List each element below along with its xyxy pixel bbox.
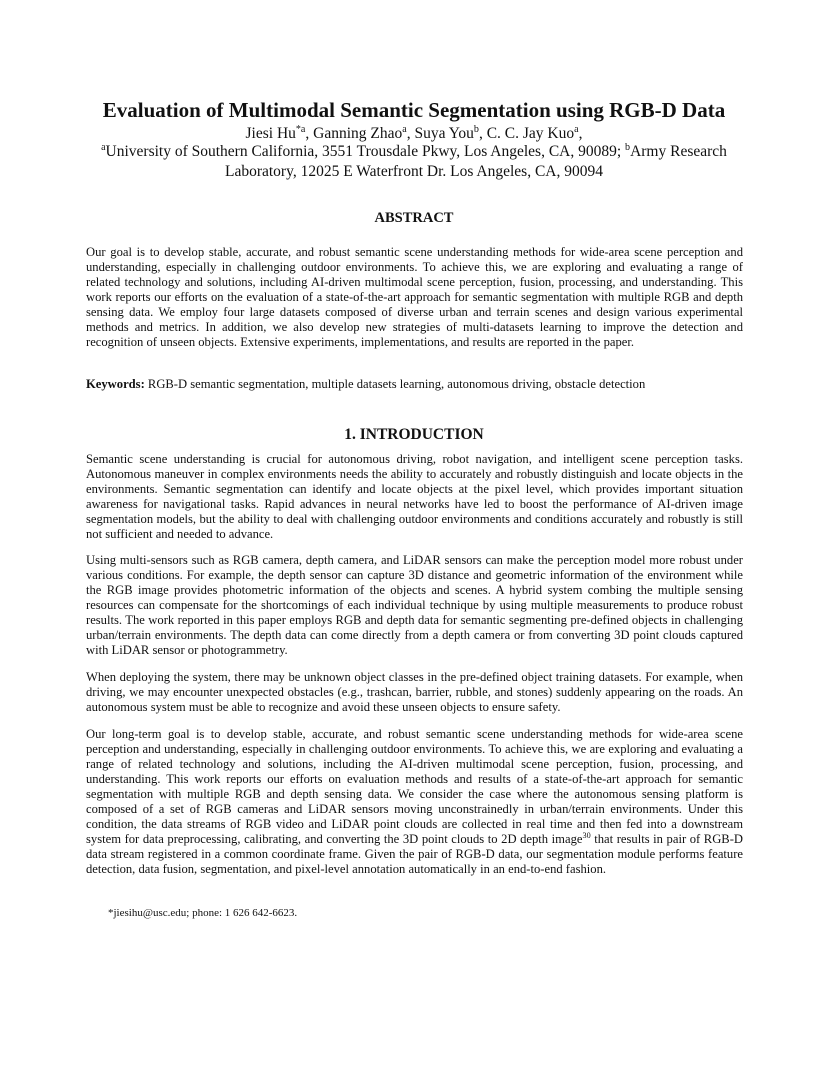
intro-paragraph-1: Semantic scene understanding is crucial for autonomous driving, robot navigation, and intelligent scene perception tasks. Autonomous maneuver in complex environments needs the ability to accurately and robustly distinguish and locate objects in the environments. Semantic segmentation can identify and locate objects at the pixel level, which provides important situation awareness for navigational tasks. Rapid advances in neural networks have led to boost the performance of AI-driven image segmentation models, but the ability to deal with challenging outdoor environments and conditions accurately and robustly is still not sufficient and needed to advance.	[86, 452, 743, 541]
author-name: , C. C. Jay Kuo	[478, 125, 575, 142]
intro-paragraph-4-part-b: that results in pair of RGB-D data stream registered in a common coordinate frame. Given the pair of RGB-D data, our segmentation module performs feature detection, data fusion, segmentation, and pixel-level annotation automatically in an end-to-end fashion.	[86, 832, 743, 876]
author-name: Jiesi Hu	[245, 125, 296, 142]
affiliation-marker: b	[473, 123, 479, 135]
author-list-tail: ,	[578, 125, 583, 142]
footnote: *jiesihu@usc.edu; phone: 1 626 642-6623.	[108, 907, 298, 919]
affiliation-marker: a	[402, 123, 407, 135]
affiliation-marker: b	[625, 141, 631, 153]
abstract-heading: ABSTRACT	[374, 210, 454, 226]
citation-marker: 30	[582, 830, 591, 840]
affiliation-marker: a	[574, 123, 579, 135]
author-name: , Ganning Zhao	[305, 125, 403, 142]
author-name: , Suya You	[406, 125, 474, 142]
keywords-text: RGB-D semantic segmentation, multiple datasets learning, autonomous driving, obstacle detection	[144, 377, 646, 391]
author-list	[0, 124, 828, 144]
keywords	[86, 377, 743, 392]
intro-paragraph-4	[86, 727, 743, 877]
affiliations	[100, 142, 728, 182]
intro-paragraph-3: When deploying the system, there may be unknown object classes in the pre-defined object training datasets. For example, when driving, we may encounter unexpected obstacles (e.g., trashcan, barrier, rubble, and stones) suddenly appearing on the roads. An autonomous system must be able to recognize and avoid these unseen objects to ensure safety.	[86, 670, 743, 714]
affiliation-a: University of Southern California, 3551 Trousdale Pkwy, Los Angeles, CA, 90089;	[105, 143, 626, 160]
affiliation-b: Army Research Laboratory, 12025 E Waterfront Dr. Los Angeles, CA, 90094	[224, 143, 727, 180]
intro-paragraph-2: Using multi-sensors such as RGB camera, depth camera, and LiDAR sensors can make the perception model more robust under various conditions. For example, the depth sensor can capture 3D distance and geometric information of the environment while the RGB image provides photometric information of the objects and scenes. A hybrid system combing the multiple sensing resources can compensate for the shortcomings of each individual technique by using multiple measurements to produce robust results. The work reported in this paper employs RGB and depth data for semantic segmenting pre-defined objects in challenging urban/terrain environments. The depth data can come directly from a depth camera or from converting 3D point clouds captured with LiDAR sensor or photogrammetry.	[86, 553, 743, 657]
paper-title: Evaluation of Multimodal Semantic Segmentation using RGB-D Data	[102, 98, 726, 122]
affiliation-marker: *a	[295, 123, 306, 135]
affiliation-marker: a	[101, 141, 106, 153]
intro-paragraph-4-part-a: Our long-term goal is to develop stable, accurate, and robust semantic scene understanding methods for wide-area scene perception and understanding, especially in challenging outdoor environments. To achieve this, we are exploring and evaluating a range of related technology and solutions, including the AI-driven multimodal scene perception, fusion, processing, and understanding. This work reports our efforts on evaluation methods and results of a state-of-the-art approach for semantic segmentation with multiple RGB and depth sensing data. We consider the case where the autonomous sensing platform is composed of a set of RGB cameras and LiDAR sensors moving unconstrainedly in urban/terrain environments. Under this condition, the data streams of RGB video and LiDAR point clouds are collected in real time and then fed into a downstream system for data preprocessing, calibrating, and converting the 3D point clouds to 2D depth image	[86, 727, 743, 846]
section-heading: 1. INTRODUCTION	[344, 426, 484, 443]
abstract-text: Our goal is to develop stable, accurate, and robust semantic scene understanding methods for wide-area scene perception and understanding, especially in challenging outdoor environments. To achieve this, we are exploring and evaluating a range of related technology and solutions, including AI-driven multimodal scene perception, fusion, processing, and understanding. This work reports our efforts on the evaluation of a state-of-the-art approach for semantic segmentation with multiple RGB and depth sensing data. We employ four large datasets composed of diverse urban and terrain scenes and design various experimental methods and metrics. In addition, we also develop new strategies of multi-datasets learning to improve the detection and recognition of unseen objects. Extensive experiments, implementations, and results are reported in the paper.	[86, 245, 743, 349]
keywords-label: Keywords:	[86, 377, 145, 391]
